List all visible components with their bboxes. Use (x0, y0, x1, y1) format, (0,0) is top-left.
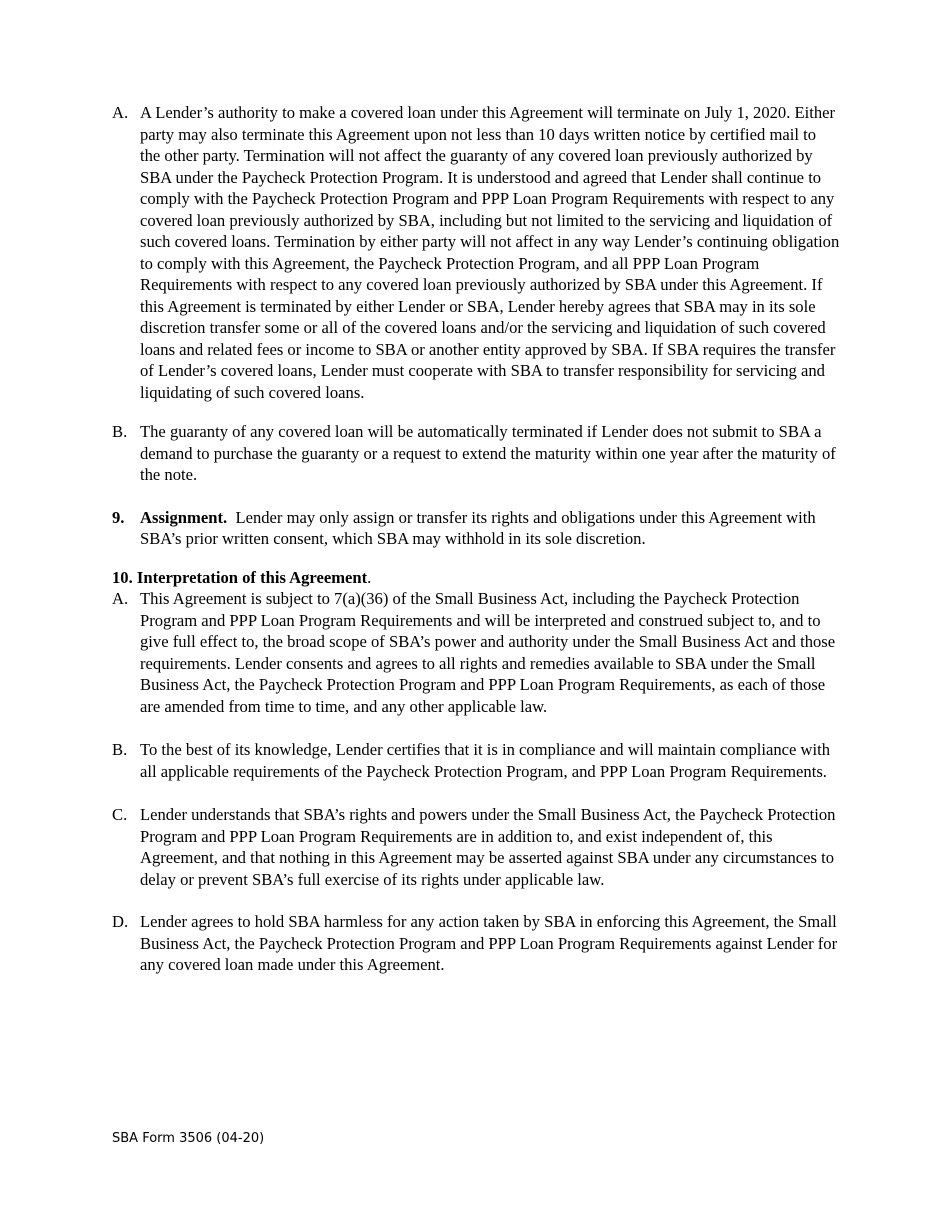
item-text: To the best of its knowledge, Lender certifies that it is in compliance and will maintain compliance with all applicable requirements of the Paycheck Protection Program, and PPP Loan Program Requirements. (140, 740, 831, 781)
item-text: A Lender’s authority to make a covered loan under this Agreement will terminate on July 1, 2020. Either party may also terminate this Agreement upon not less than 10 days written notice by certified mail to the other party. Termination will not affect the guaranty of any covered loan previously authorized by SBA under the Paycheck Protection Program. It is understood and agreed that Lender shall continue to comply with the Paycheck Protection Program and PPP Loan Program Requirements with respect to any covered loan previously authorized by SBA, including but not limited to the servicing and liquidation of such covered loans. Termination by either party will not affect in any way Lender’s continuing obligation to comply with this Agreement, the Paycheck Protection Program, and all PPP Loan Program Requirements with respect to any covered loan previously authorized by SBA under this Agreement. If this Agreement is terminated by either Lender or SBA, Lender hereby agrees that SBA may in its sole discretion transfer some or all of the covered loans and/or the servicing and liquidation of such covered loans and related fees or income to SBA or another entity approved by SBA. If SBA requires the transfer of Lender’s covered loans, Lender must cooperate with SBA to transfer responsibility for servicing and liquidating of such covered loans. (140, 103, 840, 402)
section-number: 9. (112, 507, 125, 527)
item-text: Lender understands that SBA’s rights and powers under the Small Business Act, the Paycheck Protection Program and PPP Loan Program Requirements are in addition to, and exist independent of, this Agreement, and that nothing in this Agreement may be asserted against SBA under any circumstances to delay or prevent SBA’s full exercise of its rights under applicable law. (140, 805, 836, 889)
document-body (112, 102, 840, 976)
item-marker: C. (112, 805, 128, 824)
item-marker: B. (112, 422, 128, 441)
section-heading-text: 10. Interpretation of this Agreement (112, 567, 368, 587)
interpretation-item-a (112, 588, 840, 717)
heading-period: . (367, 567, 372, 587)
item-marker: D. (112, 912, 129, 931)
interpretation-item-c (112, 804, 840, 890)
termination-item-a (112, 102, 840, 403)
item-marker: B. (112, 740, 128, 759)
interpretation-item-d (112, 911, 840, 976)
item-text: Lender agrees to hold SBA harmless for any action taken by SBA in enforcing this Agreement, the Small Business Act, the Paycheck Protection Program and PPP Loan Program Requirements against Lender for any covered loan made under this Agreement. (140, 912, 838, 974)
section-9-assignment (112, 507, 840, 550)
section-10-heading (112, 567, 840, 589)
item-text: This Agreement is subject to 7(a)(36) of the Small Business Act, including the Paycheck Protection Program and PPP Loan Program Requirements and will be interpreted and construed subject to, and to give full effect to, the broad scope of SBA’s power and authority under the Small Business Act and those requirements. Lender consents and agrees to all rights and remedies available to SBA under the Small Business Act, the Paycheck Protection Program and PPP Loan Program Requirements, as each of those are amended from time to time, and any other applicable law. (140, 589, 836, 716)
section-text: Lender may only assign or transfer its rights and obligations under this Agreement with SBA’s prior written consent, which SBA may withhold in its sole discretion. (140, 507, 816, 548)
section-title: Assignment. (140, 507, 228, 527)
form-footer: SBA Form 3506 (04-20) (112, 1131, 265, 1146)
item-marker: A. (112, 103, 129, 122)
interpretation-item-b (112, 739, 840, 782)
item-marker: A. (112, 589, 129, 608)
item-text: The guaranty of any covered loan will be automatically terminated if Lender does not submit to SBA a demand to purchase the guaranty or a request to extend the maturity within one year after the maturity of the note. (140, 422, 836, 484)
termination-item-b (112, 421, 840, 486)
